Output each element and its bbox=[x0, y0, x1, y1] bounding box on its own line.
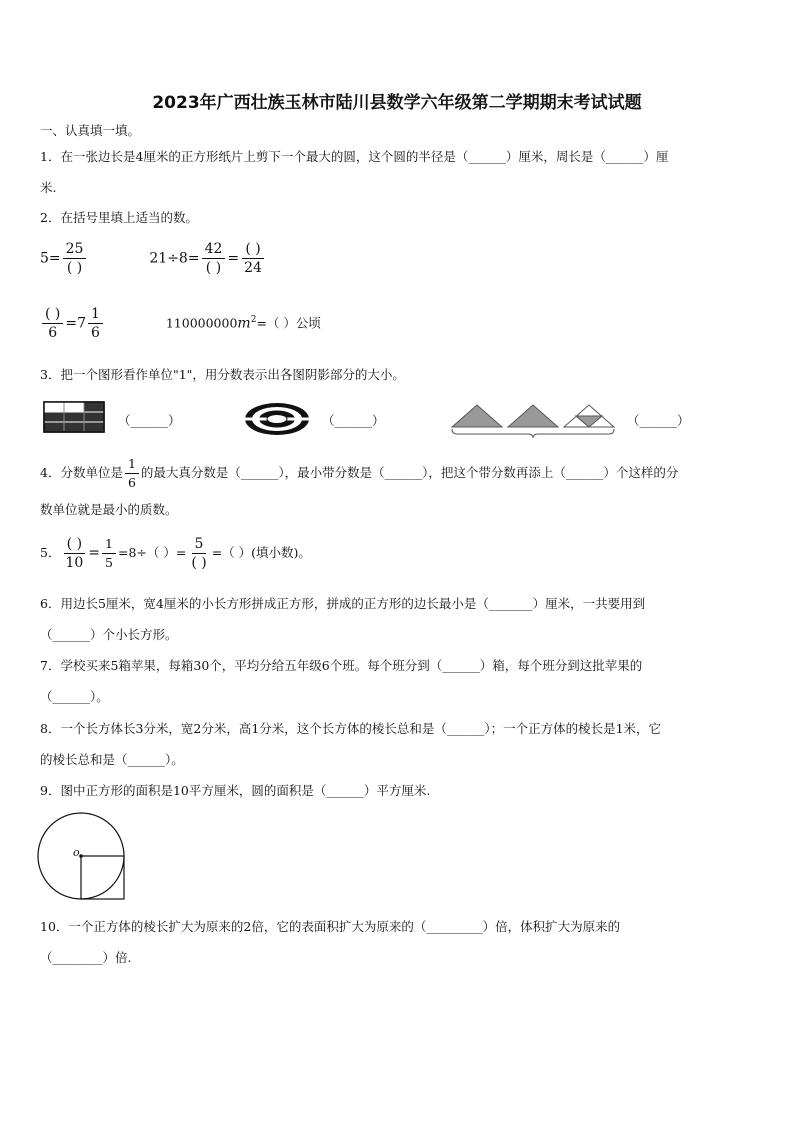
page-title: 2023年广西壮族玉林市陆川县数学六年级第二学期期末考试试题 bbox=[152, 93, 642, 113]
q4-frac-den: 6 bbox=[127, 475, 136, 490]
question-10-line-2: （________）倍. bbox=[40, 950, 132, 965]
q5-f1-den: 10 bbox=[65, 555, 84, 571]
q2-area-exponent: 2 bbox=[250, 314, 257, 325]
question-1-line-2: 米. bbox=[40, 180, 57, 195]
question-6-line-2: （______）个小长方形。 bbox=[40, 627, 178, 642]
q2-fraction-1-num: 25 bbox=[63, 240, 87, 259]
q5-tail: =（ ）(填小数)。 bbox=[211, 545, 311, 560]
q3-answer-blank-2[interactable]: （______） bbox=[322, 413, 385, 428]
q2-fraction-3 bbox=[241, 240, 265, 277]
q2-fraction-3-num: ( ) bbox=[242, 240, 263, 259]
question-8-line-1: 8．一个长方体长3分米，宽2分米，高1分米，这个长方体的棱长总和是（______）；一个正方体的棱长是1米，它 bbox=[40, 721, 662, 736]
question-8-line-2: 的棱长总和是（______）。 bbox=[40, 752, 184, 767]
question-1-line-1: 1．在一张边长是4厘米的正方形纸片上剪下一个最大的圆，这个圆的半径是（______）厘米，周长是（______）厘 bbox=[40, 149, 669, 164]
question-7-line-1: 7．学校买来5箱苹果，每箱30个，平均分给五年级6个班。每个班分到（______）箱，每个班分到这批苹果的 bbox=[40, 658, 643, 673]
q5-middle: =8÷（ ）= bbox=[117, 545, 187, 560]
q2-mixed-den: 6 bbox=[91, 325, 100, 341]
q5-f2-num: 1 bbox=[102, 535, 116, 554]
q2-area-value: 110000000 bbox=[165, 315, 238, 331]
question-9: 9．图中正方形的面积是10平方厘米，圆的面积是（______）平方厘米. bbox=[40, 783, 431, 798]
q2-area-unit: m bbox=[237, 315, 251, 332]
q5-fraction-3 bbox=[188, 535, 209, 572]
q4-suffix: 的最大真分数是（______），最小带分数是（______），把这个带分数再添上（______）个这样的分 bbox=[140, 465, 679, 480]
shaded-target-figure bbox=[244, 402, 310, 436]
q2-fraction-4 bbox=[42, 305, 63, 342]
circle-square-figure bbox=[37, 812, 129, 904]
q3-answer-blank-3[interactable]: （______） bbox=[627, 413, 690, 428]
section-heading: 一、认真填一填。 bbox=[40, 123, 141, 138]
question-6-line-1: 6．用边长5厘米，宽4厘米的小长方形拼成正方形，拼成的正方形的边长最小是（_______）厘米，一共要用到 bbox=[40, 596, 646, 611]
question-5 bbox=[40, 535, 311, 572]
q5-f3-num: 5 bbox=[192, 535, 207, 554]
question-2-row-1 bbox=[40, 240, 267, 277]
q2-lhs-1: 5= bbox=[40, 250, 61, 267]
q2-lhs-2: 21÷8= bbox=[149, 250, 200, 267]
q2-fraction-2 bbox=[202, 240, 226, 277]
circle-center-label: o bbox=[73, 846, 80, 859]
q4-unit-fraction bbox=[125, 455, 139, 492]
question-10-line-1: 10．一个正方体的棱长扩大为原来的2倍，它的表面积扩大为原来的（_________）倍，体积扩大为原来的 bbox=[40, 919, 621, 934]
question-7-line-2: （______）。 bbox=[40, 689, 109, 704]
question-4-line-2: 数单位就是最小的质数。 bbox=[40, 502, 178, 517]
q2-mixed-fraction bbox=[88, 305, 103, 342]
q2-mixed-num: 1 bbox=[88, 305, 103, 324]
q2-fraction-3-den: 24 bbox=[244, 260, 262, 276]
q2-equals-7: =7 bbox=[65, 315, 87, 332]
q5-equals: = bbox=[88, 545, 101, 561]
q2-area-tail: =（ ）公顷 bbox=[256, 315, 321, 331]
q5-fraction-2 bbox=[102, 535, 116, 572]
q4-frac-num: 1 bbox=[125, 455, 139, 474]
question-2-row-2 bbox=[40, 305, 321, 342]
question-2-prompt: 2．在括号里填上适当的数。 bbox=[40, 210, 198, 225]
q2-fraction-2-num: 42 bbox=[202, 240, 226, 259]
q5-f2-den: 5 bbox=[105, 555, 113, 570]
q5-fraction-1 bbox=[62, 535, 86, 572]
q3-answer-blank-1[interactable]: （______） bbox=[118, 413, 181, 428]
q2-fraction-1-den: ( ) bbox=[66, 260, 83, 276]
shaded-grid-figure bbox=[44, 402, 106, 434]
q2-fraction-1 bbox=[63, 240, 87, 277]
q2-fraction-4-den: 6 bbox=[48, 325, 58, 341]
q2-fraction-2-den: ( ) bbox=[205, 260, 222, 276]
q5-f3-den: ( ) bbox=[191, 555, 207, 571]
question-4-line-1 bbox=[40, 455, 678, 492]
shaded-triangles-figure bbox=[452, 402, 612, 440]
q2-fraction-4-num: ( ) bbox=[42, 305, 63, 324]
q4-prefix: 4．分数单位是 bbox=[40, 465, 123, 480]
q5-label: 5． bbox=[40, 545, 61, 560]
q2-equals: = bbox=[227, 250, 240, 267]
q5-f1-num: ( ) bbox=[64, 535, 85, 554]
question-3-prompt: 3．把一个图形看作单位"1"，用分数表示出各图阴影部分的大小。 bbox=[40, 367, 405, 382]
